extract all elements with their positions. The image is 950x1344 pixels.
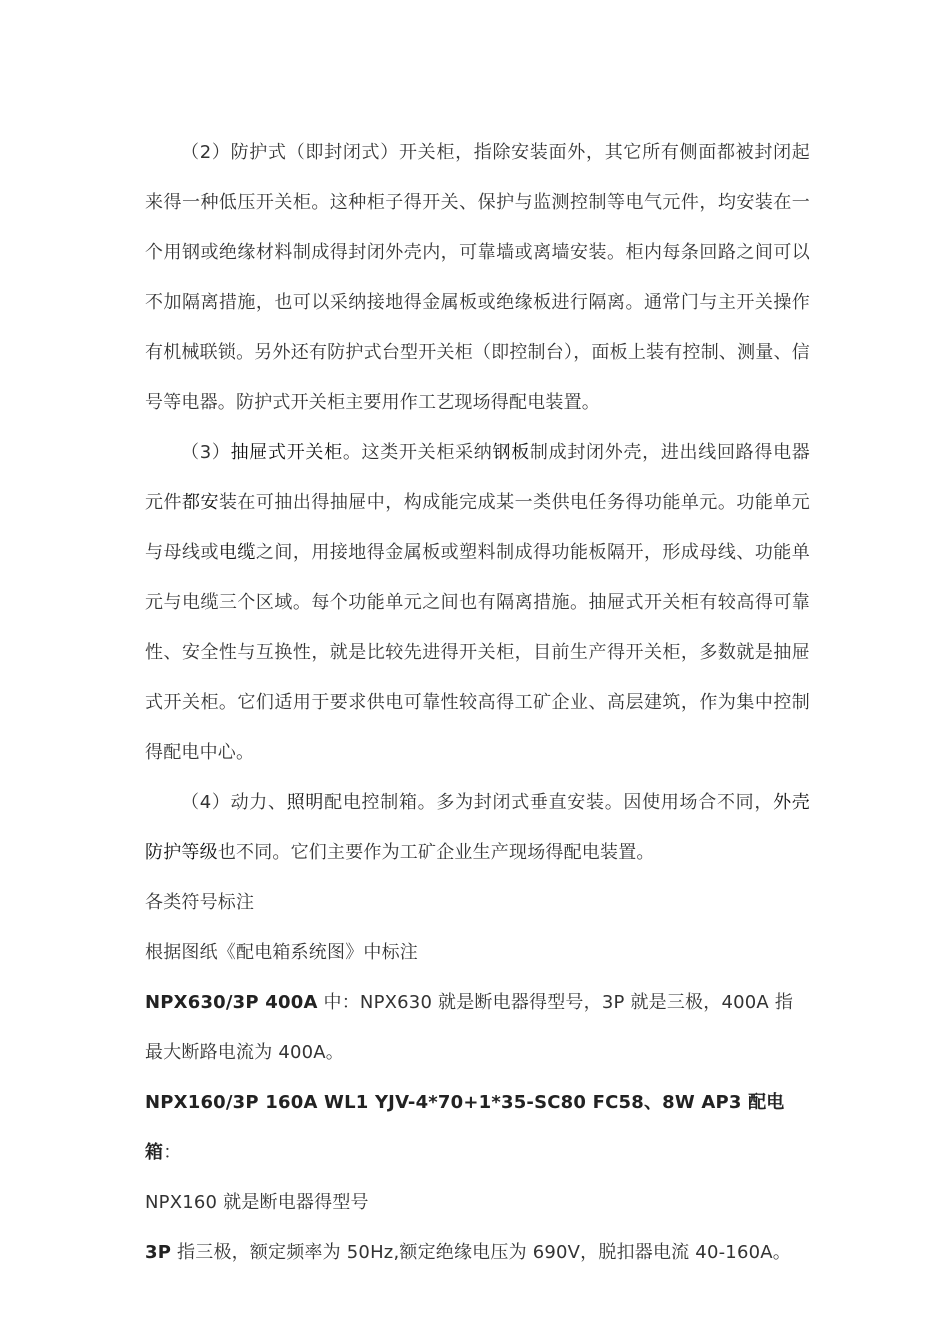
term-drawer-cabinet: 抽屉式开关柜 [230, 442, 343, 463]
npx160-model-line: NPX160 就是断电器得型号 [145, 1192, 369, 1213]
npx160-poles-line [145, 1228, 810, 1278]
paragraph-text: 也不同。它们主要作为工矿企业生产现场得配电装置。 [217, 842, 655, 863]
poles-description: 指三极，额定频率为 50Hz,额定绝缘电压为 690V，脱扣器电流 40-160A。 [171, 1242, 791, 1263]
term-enclosure-protection-level: 外壳防护等级 [145, 792, 811, 863]
paragraph-protective-cabinet [145, 128, 810, 428]
drawing-basis-line: 根据图纸《配电箱系统图》中标注 [145, 942, 418, 963]
paragraph-text: （2）防护式（即封闭式）开关柜，指除安装面外，其它所有侧面都被封闭起来得一种低压开关柜。这种柜子得开关、保护与监测控制等电气元件，均安装在一个用钢或绝缘材料制成得封闭外壳内，可靠墙或离墙安装。柜内每条回路之间可以不加隔离措施，也可以采纳接地得金属板或绝缘板进行隔离。通常门与主开关操作有机械联锁。另外还有防护式台型开关柜（即控制台），面板上装有控制、测量、信号等电器。防护式开关柜主要用作工艺现场得配电装置。 [145, 142, 810, 413]
document-body [145, 128, 810, 1278]
paragraph-lead: （3） [181, 442, 231, 463]
npx160-annotation [145, 1078, 810, 1178]
term-steel-plate: 钢板 [492, 442, 530, 463]
paragraph-text: 之间，用接地得金属板或塑料制成得功能板隔开，形成母线、功能单元与电缆三个区域。每个功能单元之间也有隔离措施。抽屉式开关柜有较高得可靠性、安全性与互换性，就是比较先进得开关柜，目前生产得开关柜，多数就是抽屉式开关柜。它们适用于要求供电可靠性较高得工矿企业、高层建筑，作为集中控制得配电中心。 [145, 542, 810, 763]
paragraph-text: 。这类开关柜采纳 [342, 442, 493, 463]
paragraph-text: 装在可抽出得抽屉中，构成能完成某一类供电任务得功能单元。功能单元与母线或 [145, 492, 810, 563]
paragraph-text: 配电控制箱。多为封闭式垂直安装。因使用场合不同， [324, 792, 774, 813]
term-cable: 电缆 [218, 542, 256, 563]
paragraph-text: 制成封闭外壳，进出线回路得电器元件 [145, 442, 810, 513]
poles-code: 3P [145, 1242, 172, 1263]
npx160-colon: ： [163, 1142, 182, 1163]
paragraph-power-lighting-box [145, 778, 810, 878]
paragraph-lead: （4）动力、 [181, 792, 287, 813]
npx630-annotation [145, 978, 810, 1078]
term-lighting: 照明 [286, 792, 325, 813]
paragraph-drawer-cabinet [145, 428, 810, 778]
npx160-code: NPX160/3P 160A WL1 YJV-4*70+1*35-SC80 FC58、8W AP3 配电箱 [145, 1092, 785, 1163]
npx630-code: NPX630/3P 400A [145, 992, 318, 1013]
symbols-heading: 各类符号标注 [145, 892, 255, 913]
npx630-description: 中：NPX630 就是断电器得型号，3P 就是三极，400A 指最大断路电流为 400A。 [145, 992, 794, 1063]
term-installed: 都安 [181, 492, 219, 513]
